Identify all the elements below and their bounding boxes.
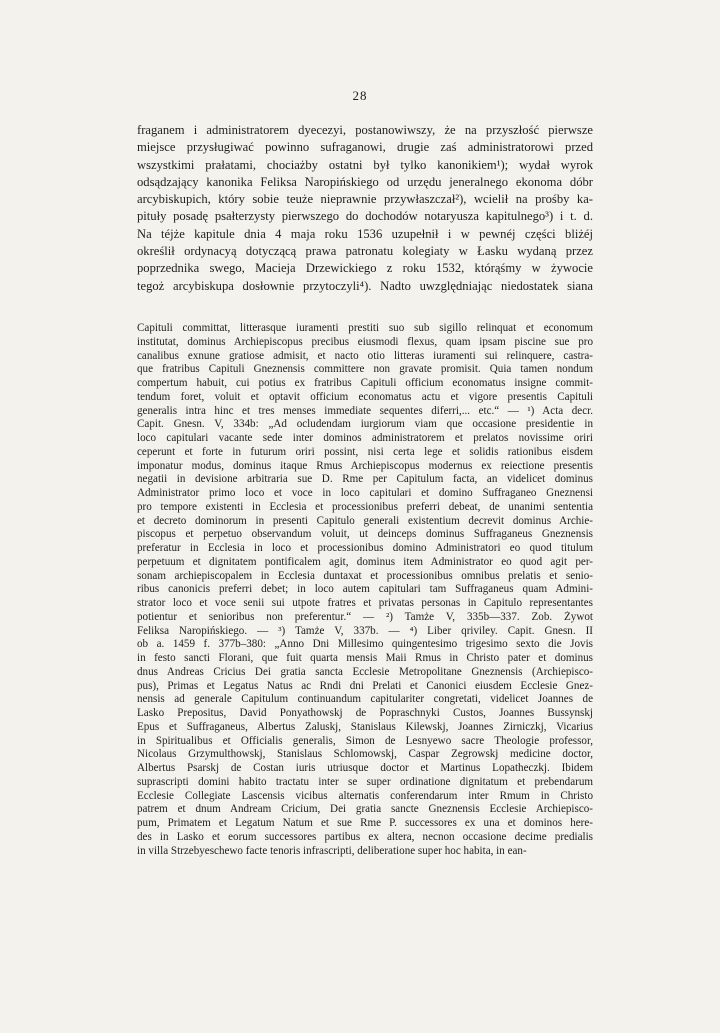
footnote-line: et decreto dominorum in presenti Capitulo generali existentium decrevit dominus Archie- xyxy=(137,514,593,527)
footnote-line: patrem et dnum Andream Cricium, Dei gratia sancte Gneznensis Ecclesie Archiepisco- xyxy=(137,803,593,816)
footnote-line: institutat, dominus Archiepiscopus precibus eiusmodi flexus, quam ipsam piscine sue pro xyxy=(137,335,593,348)
footnote-line: ribus canonicis preferri debet; in loco autem capitulari tam Suffraganeus quam Admini- xyxy=(137,583,593,596)
main-text-line: Na téjże kapitule dnia 4 maja roku 1536 uzupełnił i w pewnéj części bliżéj xyxy=(137,226,593,241)
main-text-line: wszystkimi prałatami, chociażby ostatni był tylko kanonikiem¹); wydał wyrok xyxy=(137,157,593,172)
footnote-line: Albertus Psarskj de Costan iuris utriusque doctor et Martinus Lopatheczkj. Ibidem xyxy=(137,762,593,774)
footnote-line: strator loco et voce senii sui utpote fratres et privatas personas in Capitulo representantes xyxy=(137,597,593,609)
footnote-line: in Spiritualibus et Officialis generalis, Simon de Lesnyewo sacre Theologie professor, xyxy=(137,734,593,747)
main-text xyxy=(137,122,593,295)
main-text-line: fraganem i administratorem dyecezyi, postanowiwszy, że na przyszłość pierwsze xyxy=(137,123,593,137)
footnote-line: potientur et senioribus non preferentur.“ — ²) Tamże V, 335b—337. Zob. Żywot xyxy=(137,610,593,623)
main-text-line: miejsce przysługiwać powinno sufraganowi, drugie zaś administratorowi przed xyxy=(137,140,593,155)
main-text-line: tegoż arcybiskupa dosłownie przytoczyli⁴). Nadto uwzględniając niedostatek siana xyxy=(137,278,593,293)
footnote-line: Capit. Gnesn. V, 334b: „Ad ocludendam iurgiorum viam que occasione presidentie in xyxy=(137,418,593,431)
footnote-line: ob a. 1459 f. 377b–380: „Anno Dni Millesimo quingentesimo trigesimo sexto die Jovis xyxy=(137,638,593,651)
main-text-line: pituły posadę psałterzysty pierwszego do dochodów notaryusza kapitulnego³) i t. d. xyxy=(137,209,593,224)
footnote-line: compertum habuit, cui potius ex fratribus Capituli officium economatus insigne commit- xyxy=(137,377,593,389)
footnote-line: Administrator primo loco et voce in loco capitulari et domino Suffraganeo Gneznensi xyxy=(137,487,593,499)
footnote-line: in villa Strzebyeschewo facte tenoris infrascripti, deliberatione super hoc habita, in ean- xyxy=(137,844,527,857)
footnote-line: Nicolaus Grzymulthowskj, Stanislaus Schlomowskj, Caspar Zegrowskj medicine doctor, xyxy=(137,748,593,761)
footnote-line: pus), Primas et Legatus Natus ac Rndi dni Prelati et Canonici eiusdem Ecclesie Gnez- xyxy=(137,679,593,692)
footnote-line: loco capitulari vacante sede inter dominos administratorem et prelatos novissime oriri xyxy=(137,432,593,444)
footnote-line: piscopus et perpetuo observandum voluit, ut deinceps dominus Suffraganeus Gneznensis xyxy=(137,528,593,541)
footnote-line: canalibus exnune gratiose admisit, et nacto otio litteras iuramenti sui relinquere, castra- xyxy=(137,349,593,362)
footnote-line: perpetuum et dignitatem pontificalem agit, dominus item Administrator eo quod agit per- xyxy=(137,555,593,568)
footnote-line: que fratribus Capituli Gneznensis committere non gravate promisit. Quia tamen nondum xyxy=(137,363,593,376)
footnote-line: Ecclesie Collegiate Lascensis vicibus alternatis conferendarum inter Rmum in Christo xyxy=(137,789,593,802)
footnotes xyxy=(137,322,593,858)
main-text-line: poprzednika swego, Macieja Drzewickiego z roku 1532, którąśmy w żywocie xyxy=(137,261,593,276)
main-text-line: arcybiskupich, który sobie teuże nieprawnie przywłaszczał²), wcielił na prośby ka- xyxy=(137,192,593,207)
footnote-line: in festo sancti Florani, que fuit quarta mensis Maii Rmus in Christo pater et dominus xyxy=(137,652,593,664)
footnote-line: dnus Andreas Cricius Dei gratia sancta Ecclesie Metropolitane Gneznensis (Archiepisco- xyxy=(137,665,593,678)
footnote-line: negatii in devisione arbitraria sue D. Rme per Capitulum facta, an videlicet dominus xyxy=(137,473,593,486)
page-number: 28 xyxy=(352,88,368,103)
footnote-line: sonam archiepiscopalem in Ecclesia duntaxat et processionibus omnibus prelatis et senio- xyxy=(137,569,593,582)
main-text-line: odsądzający kanonika Feliksa Naropińskiego od urzędu jeneralnego ekonoma dóbr xyxy=(137,174,593,189)
footnote-line: pro tempore existenti in Ecclesia et processionibus preferri debeat, de unanimi sententia xyxy=(137,500,593,513)
main-text-line: określił ordynacyą dotyczącą prawa patronatu kolegiaty w Łasku wydaną przez xyxy=(137,244,593,259)
footnote-line: generalis intra hinc et tres menses immediate sequentes diferri,... etc.“ — ¹) Acta decr. xyxy=(137,404,593,417)
footnote-line: Lasko Prepositus, David Ponyathowskj de Popraschnyki Custos, Joannes Bussynskj xyxy=(137,707,593,719)
footnote-line: tendum foret, voluit et optavit officium economatus actu et vigore presentis Capituli xyxy=(137,390,593,403)
footnote-line: Feliksa Naropińskiego. — ³) Tamże V, 337b. — ⁴) Liber qriviley. Capit. Gnesn. II xyxy=(137,624,593,637)
footnote-line: imponatur modus, dominus itaque Rmus Archiepiscopus modernus ex reiectione presentis xyxy=(137,459,593,472)
footnote-line: suprascripti domini habito tractatu inter se super ordinatione dignitatum et prebendarum xyxy=(137,775,593,788)
footnote-line: des in Lasko et eorum successores partibus ex altera, necnon occasione decime predialis xyxy=(137,830,593,843)
footnote-line: preferatur in Ecclesia in loco et processionibus domino Administratori eo quod titulum xyxy=(137,542,593,554)
footnote-line: Epus et Suffraganeus, Albertus Zaluskj, Stanislaus Kilewskj, Joannes Zirniczkj, Vicarius xyxy=(137,720,593,733)
footnote-line: Capituli committat, litterasque iuramenti prestiti suo sub sigillo relinquat et economum xyxy=(137,322,593,334)
footnote-line: pum, Primatem et Legatum Natum et sue Rme P. successores ex una et dominos here- xyxy=(137,817,593,829)
footnote-line: nensis ad generale Capitulum continuandum capitulariter congretati, videlicet Joannes de xyxy=(137,693,593,706)
footnote-line: ceperunt et forte in futurum oriri possint, nisi certa lege et solidis rationibus eisdem xyxy=(137,445,593,458)
